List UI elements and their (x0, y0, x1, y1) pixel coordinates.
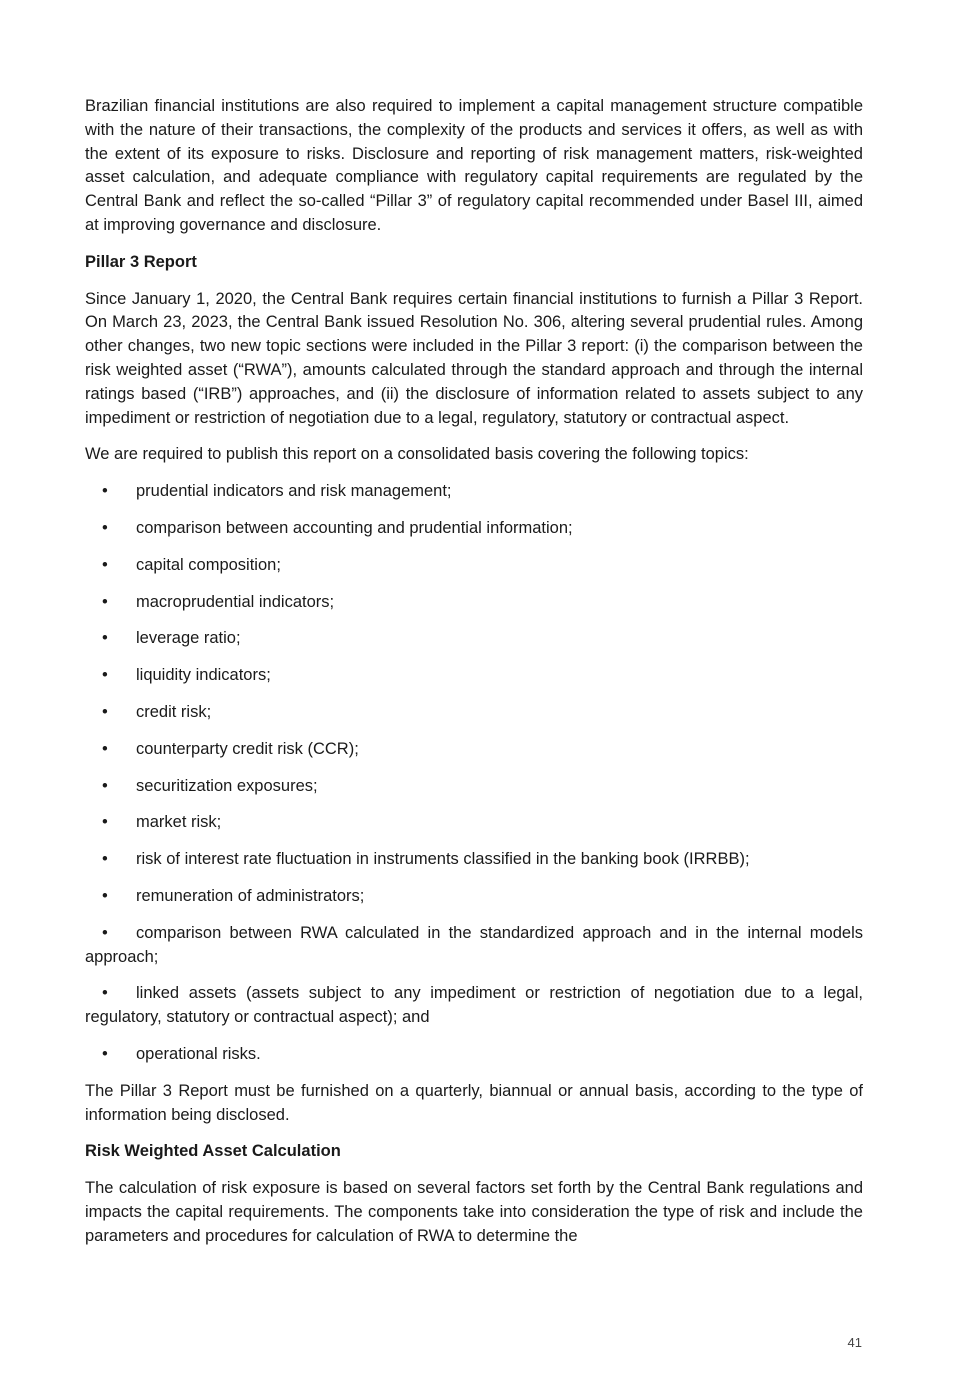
bullet-icon: • (102, 555, 108, 574)
list-item (85, 554, 863, 578)
topics-list (85, 480, 863, 1067)
list-item (85, 1043, 863, 1067)
bullet-icon: • (102, 629, 108, 648)
list-item-text: capital composition; (136, 555, 281, 574)
list-item (85, 775, 863, 799)
list-item-text: risk of interest rate fluctuation in instruments classified in the banking book (IRRBB); (136, 850, 750, 869)
list-item (85, 517, 863, 541)
list-item (85, 480, 863, 504)
pillar3-heading: Pillar 3 Report (85, 252, 197, 271)
document-page (85, 95, 863, 1261)
list-item-text: remuneration of administrators; (136, 886, 365, 905)
frequency-paragraph: The Pillar 3 Report must be furnished on a quarterly, biannual or annual basis, according to the type of information being disclosed. (85, 1081, 863, 1124)
bullet-icon: • (102, 984, 108, 1003)
list-item (85, 811, 863, 835)
list-item (85, 664, 863, 688)
bullet-icon: • (102, 518, 108, 537)
list-item-text: operational risks. (136, 1044, 261, 1063)
pillar3-paragraph: Since January 1, 2020, the Central Bank requires certain financial institutions to furnish a Pillar 3 Report. On March 23, 2023, the Central Bank issued Resolution No. 306, altering several prudential rules. Among other changes, two new topic sections were included in the Pillar 3 report: (i) the comparison between the risk weighted asset (“RWA”), amounts calculated through the standard approach and through the internal ratings based (“IRB”) approaches, and (ii) the disclosure of information related to assets subject to any impediment or restriction of negotiation due to a legal, regulatory, statutory or contractual aspect. (85, 289, 863, 427)
list-item-text: macroprudential indicators; (136, 592, 335, 611)
bullet-icon: • (102, 1044, 108, 1063)
list-item-text: securitization exposures; (136, 776, 318, 795)
list-item (85, 922, 863, 970)
list-item (85, 848, 863, 872)
list-item (85, 738, 863, 762)
list-item (85, 591, 863, 615)
list-item-text: leverage ratio; (136, 629, 241, 648)
bullet-icon: • (102, 886, 108, 905)
bullet-icon: • (102, 850, 108, 869)
topics-intro-paragraph: We are required to publish this report on a consolidated basis covering the following topics: (85, 445, 749, 464)
bullet-icon: • (102, 592, 108, 611)
page-number: 41 (847, 1335, 862, 1350)
list-item-text: liquidity indicators; (136, 666, 271, 685)
bullet-icon: • (102, 482, 108, 501)
bullet-icon: • (102, 813, 108, 832)
bullet-icon: • (102, 776, 108, 795)
list-item (85, 982, 863, 1030)
list-item-text: prudential indicators and risk management; (136, 482, 452, 501)
list-item (85, 627, 863, 651)
list-item-text: comparison between RWA calculated in the standardized approach and in the internal models approach; (85, 923, 863, 966)
list-item (85, 885, 863, 909)
list-item-text: counterparty credit risk (CCR); (136, 739, 359, 758)
list-item (85, 701, 863, 725)
list-item-text: credit risk; (136, 702, 212, 721)
bullet-icon: • (102, 923, 108, 942)
list-item-text: market risk; (136, 813, 222, 832)
rwa-paragraph: The calculation of risk exposure is based on several factors set forth by the Central Bank regulations and impacts the capital requirements. The components take into consideration the type of risk and include the parameters and procedures for calculation of RWA to determine the (85, 1179, 863, 1245)
intro-paragraph: Brazilian financial institutions are also required to implement a capital management structure compatible with the nature of their transactions, the complexity of the products and services it offers, as well as with the extent of its exposure to risks. Disclosure and reporting of risk management matters, risk-weighted asset calculation, and adequate compliance with regulatory capital requirements are regulated by the Central Bank and reflect the so-called “Pillar 3” of regulatory capital recommended under Basel III, aimed at improving governance and disclosure. (85, 97, 863, 234)
list-item-text: comparison between accounting and prudential information; (136, 518, 573, 537)
bullet-icon: • (102, 702, 108, 721)
bullet-icon: • (102, 666, 108, 685)
list-item-text: linked assets (assets subject to any impediment or restriction of negotiation due to a legal, regulatory, statutory or contractual aspect); and (85, 984, 863, 1027)
bullet-icon: • (102, 739, 108, 758)
rwa-heading: Risk Weighted Asset Calculation (85, 1142, 341, 1161)
